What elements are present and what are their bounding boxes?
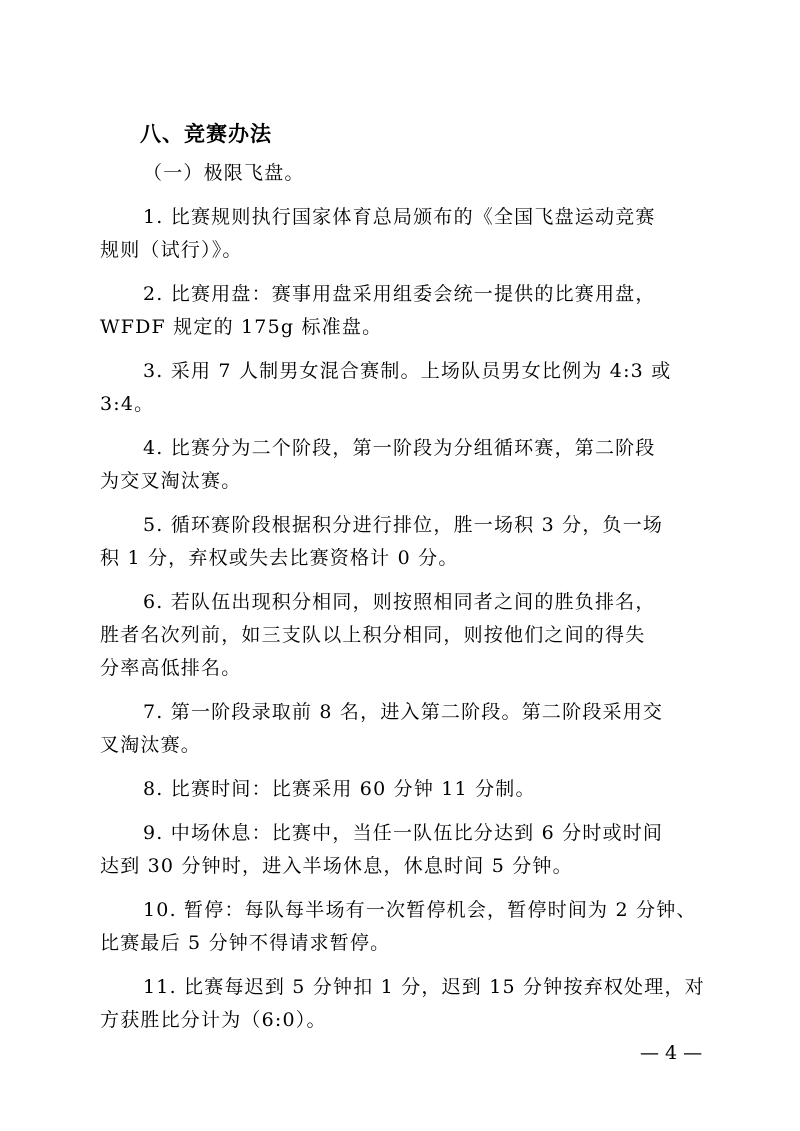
rule-7-line-1: 7. 第一阶段录取前 8 名，进入第二阶段。第二阶段采用交 [143, 701, 664, 723]
rule-1-line-2: 规则（试行）》。 [100, 239, 243, 261]
rule-3-line-2: 3:4。 [100, 393, 155, 415]
rule-6-line-2: 胜者名次列前，如三支队以上积分相同，则按他们之间的得失 [100, 624, 646, 646]
rule-4-line-1: 4. 比赛分为二个阶段，第一阶段为分组循环赛，第二阶段 [143, 437, 656, 459]
rule-3-line-1: 3. 采用 7 人制男女混合赛制。上场队员男女比例为 4:3 或 [143, 360, 672, 382]
rule-4-line-2: 为交叉淘汰赛。 [100, 470, 242, 492]
rule-2-line-1: 2. 比赛用盘：赛事用盘采用组委会统一提供的比赛用盘， [143, 283, 656, 305]
rule-10-line-1: 10. 暂停：每队每半场有一次暂停机会，暂停时间为 2 分钟、 [143, 899, 697, 921]
section-heading: 八、竞赛办法 [140, 122, 272, 146]
rule-5-line-1: 5. 循环赛阶段根据积分进行排位，胜一场积 3 分，负一场 [143, 514, 664, 536]
page-number: — 4 — [640, 1042, 703, 1064]
rule-1-line-1: 1. 比赛规则执行国家体育总局颁布的《全国飞盘运动竞赛 [143, 206, 656, 228]
subsection-title: （一）极限飞盘。 [143, 162, 305, 184]
rule-6-line-3: 分率高低排名。 [100, 657, 242, 679]
rule-5-line-2: 积 1 分，弃权或失去比赛资格计 0 分。 [100, 547, 459, 569]
rule-9-line-1: 9. 中场休息：比赛中，当任一队伍比分达到 6 分时或时间 [143, 822, 664, 844]
rule-2-line-2: WFDF 规定的 175g 标准盘。 [100, 316, 383, 338]
rule-7-line-2: 叉淘汰赛。 [100, 734, 202, 756]
rule-11-line-2: 方获胜比分计为（6:0）。 [100, 1009, 327, 1031]
rule-11-line-1: 11. 比赛每迟到 5 分钟扣 1 分，迟到 15 分钟按弃权处理，对 [143, 976, 705, 998]
rule-10-line-2: 比赛最后 5 分钟不得请求暂停。 [100, 932, 391, 954]
rule-8-line-1: 8. 比赛时间：比赛采用 60 分钟 11 分制。 [143, 778, 536, 800]
rule-6-line-1: 6. 若队伍出现积分相同，则按照相同者之间的胜负排名， [143, 591, 656, 613]
rule-9-line-2: 达到 30 分钟时，进入半场休息，休息时间 5 分钟。 [100, 855, 573, 877]
